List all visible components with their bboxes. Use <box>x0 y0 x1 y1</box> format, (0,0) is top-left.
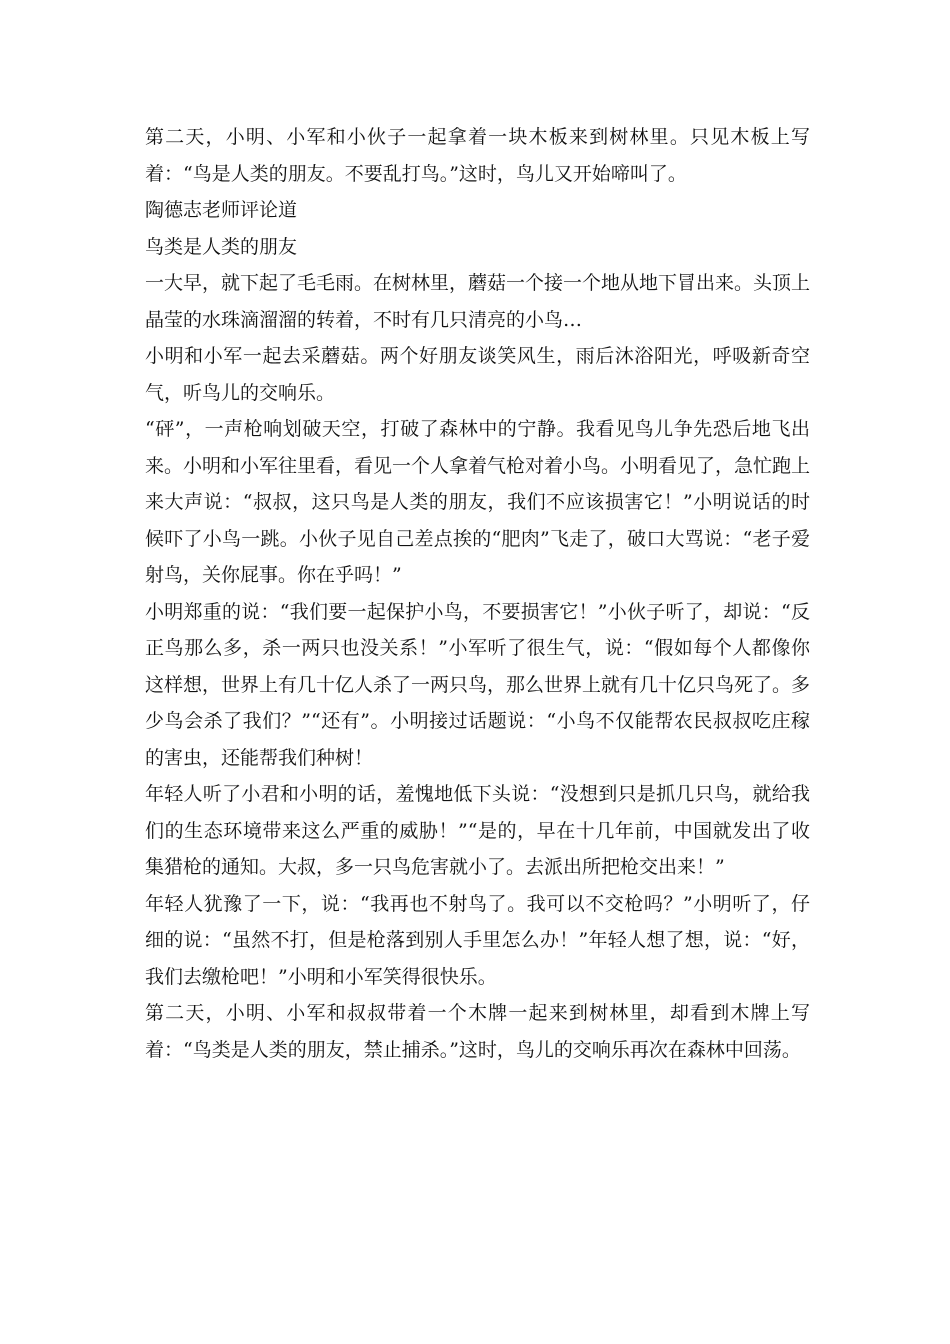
paragraph: “砰”，一声枪响划破天空，打破了森林中的宁静。我看见鸟儿争先恐后地飞出来。小明和小军往里看，看见一个人拿着气枪对着小鸟。小明看见了，急忙跑上来大声说：“叔叔，这只鸟是人类的朋友，我们不应该损害它！”小明说话的时候吓了小鸟一跳。小伙子见自己差点挨的“肥肉”飞走了，破口大骂说：“老子爱射鸟，关你屁事。你在乎吗！” <box>145 418 811 586</box>
paragraph: 一大早，就下起了毛毛雨。在树林里，蘑菇一个接一个地从地下冒出来。头顶上晶莹的水珠滴溜溜的转着，不时有几只清亮的小鸟… <box>145 272 811 331</box>
paragraph: 年轻人犹豫了一下，说：“我再也不射鸟了。我可以不交枪吗？”小明听了，仔细的说：“虽然不打，但是枪落到别人手里怎么办！”年轻人想了想，说：“好，我们去缴枪吧！”小明和小军笑得很快乐。 <box>145 892 810 988</box>
document-body <box>145 119 810 1068</box>
paragraph: 第二天，小明、小军和小伙子一起拿着一块木板来到树林里。只见木板上写着：“鸟是人类的朋友。不要乱打鸟。”这时，鸟儿又开始啼叫了。 <box>145 126 810 185</box>
paragraph: 小明郑重的说：“我们要一起保护小鸟，不要损害它！”小伙子听了，却说：“反正鸟那么多，杀一两只也没关系！”小军听了很生气，说：“假如每个人都像你这样想，世界上有几十亿人杀了一两只鸟，那么世界上就有几十亿只鸟死了。多少鸟会杀了我们？”“还有”。小明接过话题说：“小鸟不仅能帮农民叔叔吃庄稼的害虫，还能帮我们种树！ <box>145 600 811 769</box>
paragraph: 年轻人听了小君和小明的话，羞愧地低下头说：“没想到只是抓几只鸟，就给我们的生态环境带来这么严重的威胁！”“是的，早在十几年前，中国就发出了收集猎枪的通知。大叔，多一只鸟危害就小了。去派出所把枪交出来！” <box>145 783 810 878</box>
paragraph: 第二天，小明、小军和叔叔带着一个木牌一起来到树林里，却看到木牌上写着：“鸟类是人类的朋友，禁止捕杀。”这时，鸟儿的交响乐再次在森林中回荡。 <box>145 1002 810 1061</box>
paragraph: 小明和小军一起去采蘑菇。两个好朋友谈笑风生，雨后沐浴阳光，呼吸新奇空气，听鸟儿的交响乐。 <box>145 345 810 404</box>
paragraph: 陶德志老师评论道 <box>145 199 298 221</box>
paragraph: 鸟类是人类的朋友 <box>145 235 298 258</box>
